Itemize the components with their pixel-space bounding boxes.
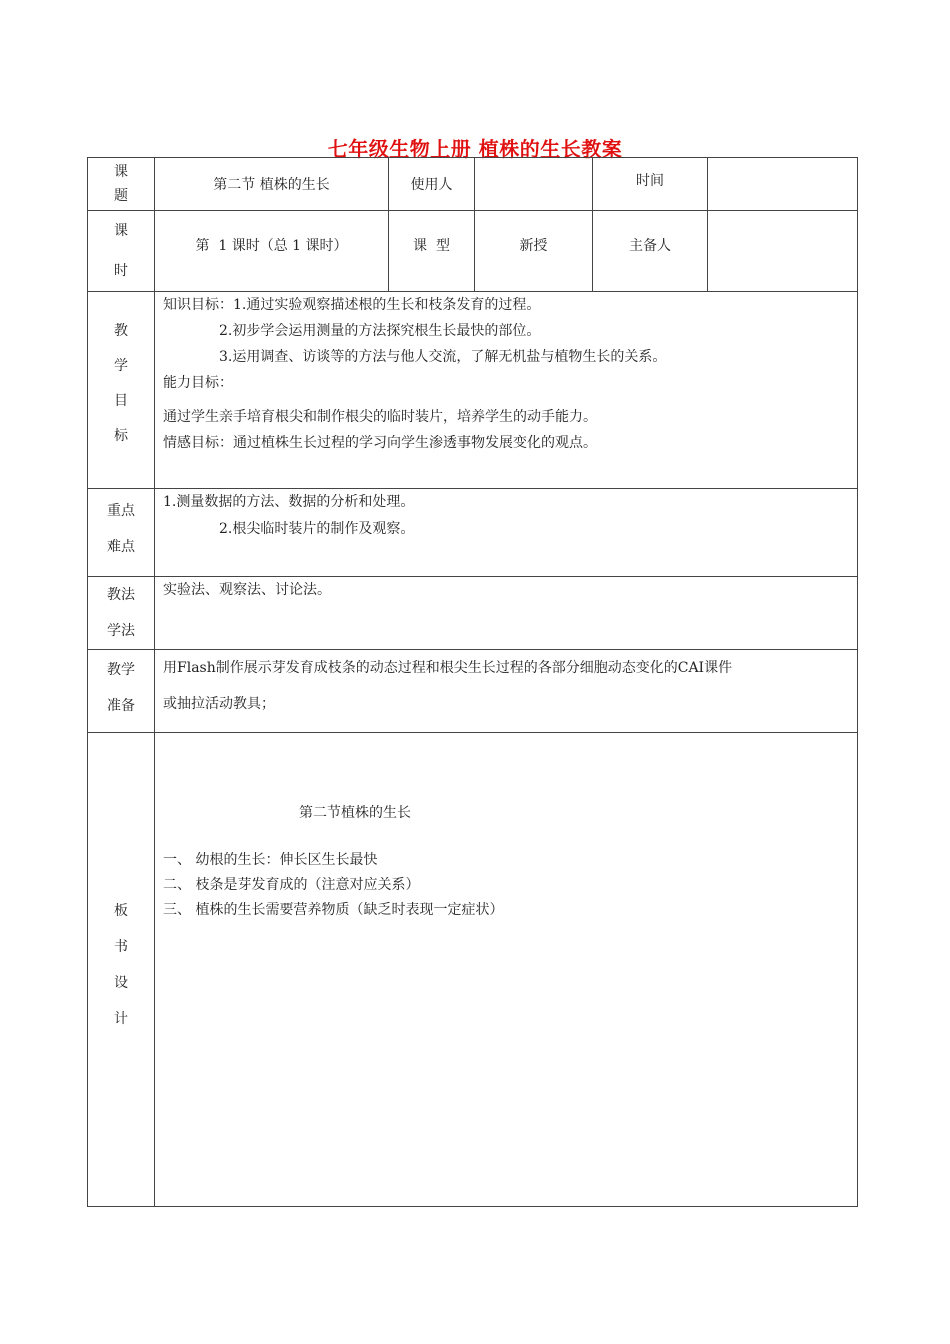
lesson-label-cell: [88, 211, 155, 292]
page-title: 七年级生物上册 植株的生长教案: [327, 137, 623, 161]
methods-content: 实验法、观察法、讨论法。: [155, 577, 858, 650]
objectives-content: [155, 292, 858, 489]
lesson-label-2: 时: [114, 263, 128, 279]
lesson-type-label: 课 型: [389, 211, 475, 292]
objective-line: 通过学生亲手培育根尖和制作根尖的临时装片，培养学生的动手能力。: [163, 409, 597, 425]
objectives-label-cell: [88, 292, 155, 489]
keypoints-label-line: 难点: [107, 539, 135, 555]
objective-line: 情感目标：通过植株生长过程的学习向学生渗透事物发展变化的观点。: [163, 435, 597, 451]
board-item: 二、 枝条是芽发育成的（注意对应关系）: [163, 877, 420, 893]
methods-label-cell: [88, 577, 155, 650]
preparer-label: 主备人: [593, 211, 708, 292]
preparation-line: 或抽拉活动教具；: [163, 696, 275, 712]
preparer-value: [708, 211, 858, 292]
board-label-char: 设: [114, 975, 128, 991]
objectives-row: [88, 292, 858, 489]
methods-row: [88, 577, 858, 650]
time-label: 时间: [593, 158, 708, 211]
methods-label-line: 学法: [107, 623, 135, 639]
keypoints-label-cell: [88, 489, 155, 577]
objective-line: 能力目标：: [163, 375, 233, 391]
keypoints-row: [88, 489, 858, 577]
preparation-label-cell: [88, 650, 155, 733]
preparation-label-line: 教学: [107, 662, 135, 678]
objectives-label-char: 目: [114, 393, 128, 409]
topic-value: 第二节 植株的生长: [155, 158, 389, 211]
preparation-row: [88, 650, 858, 733]
lesson-label-1: 课: [114, 223, 128, 239]
preparation-label-line: 准备: [107, 698, 135, 714]
board-row: [88, 733, 858, 1207]
lesson-row: [88, 211, 858, 292]
board-label-char: 计: [114, 1011, 128, 1027]
time-value: [708, 158, 858, 211]
objective-line: 3.运用调查、访谈等的方法与他人交流，了解无机盐与植物生长的关系。: [219, 349, 667, 365]
objectives-label-char: 标: [114, 428, 128, 444]
objectives-label-char: 教: [114, 323, 128, 339]
board-label-char: 书: [114, 939, 128, 955]
topic-label-2: 题: [114, 188, 128, 204]
board-label-cell: [88, 733, 155, 1207]
preparation-content: [155, 650, 858, 733]
board-item: 三、 植株的生长需要营养物质（缺乏时表现一定症状）: [163, 902, 504, 918]
keypoint-line: 1.测量数据的方法、数据的分析和处理。: [163, 494, 415, 510]
objectives-label-char: 学: [114, 358, 128, 374]
topic-row: [88, 158, 858, 211]
topic-label-cell: [88, 158, 155, 211]
keypoints-content: [155, 489, 858, 577]
preparation-line: 用Flash制作展示芽发育成枝条的动态过程和根尖生长过程的各部分细胞动态变化的CAI课件: [163, 660, 733, 676]
board-label-char: 板: [114, 903, 128, 919]
lesson-type-value: 新授: [475, 211, 593, 292]
keypoint-line: 2.根尖临时装片的制作及观察。: [219, 521, 415, 537]
lesson-plan-table: [87, 157, 858, 1207]
user-label: 使用人: [389, 158, 475, 211]
lesson-hours: 第 1 课时（总 1 课时）: [155, 211, 389, 292]
objective-line: 2.初步学会运用测量的方法探究根生长最快的部位。: [219, 323, 541, 339]
board-item: 一、 幼根的生长：伸长区生长最快: [163, 852, 378, 868]
methods-label-line: 教法: [107, 587, 135, 603]
objective-line: 知识目标：1.通过实验观察描述根的生长和枝条发育的过程。: [163, 297, 541, 313]
user-value: [475, 158, 593, 211]
board-content: [155, 733, 858, 1207]
board-title: 第二节植株的生长: [299, 805, 411, 821]
topic-label-1: 课: [114, 164, 128, 180]
keypoints-label-line: 重点: [107, 503, 135, 519]
